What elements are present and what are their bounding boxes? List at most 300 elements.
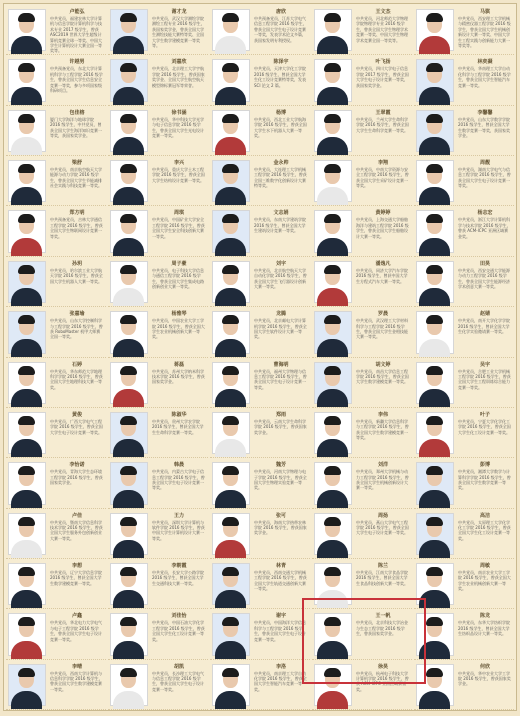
profile-name: 刘嘉欣 <box>171 59 187 66</box>
portrait-photo <box>110 311 148 353</box>
profile-card <box>414 661 514 710</box>
profile-card <box>6 510 106 559</box>
profile-info <box>355 510 412 558</box>
profile-bio: 中共党员，暨南大学信息科学技术学院 2016 级学生，曾获全国大学生服务外包创新创业大赛一等奖。 <box>50 519 103 541</box>
portrait-photo <box>8 160 46 202</box>
profile-grid <box>6 6 514 710</box>
profile-bio: 厦门大学海洋与地球学院 2016 级学生，中共党员，曾获全国大学生海洋知识竞赛一等奖，获国家奖学金。 <box>50 116 102 138</box>
profile-card <box>6 207 106 256</box>
portrait-photo <box>314 311 352 353</box>
profile-card <box>6 610 106 659</box>
profile-name: 魏芳 <box>275 462 286 469</box>
profile-info <box>457 308 514 356</box>
profile-name: 卢鑫 <box>71 613 82 620</box>
portrait-photo <box>110 59 148 101</box>
profile-info <box>253 510 310 558</box>
portrait-photo <box>8 362 46 404</box>
profile-bio: 中共党员，同济大学汽车学院 2016 级学生，曾获中国大学生方程式汽车大赛一等奖。 <box>356 267 408 284</box>
profile-name: 许越男 <box>69 59 85 66</box>
profile-info <box>457 157 514 205</box>
profile-card <box>210 157 310 206</box>
portrait-photo <box>314 462 352 504</box>
portrait-photo <box>416 311 454 353</box>
profile-info <box>253 157 310 205</box>
profile-info <box>151 6 208 54</box>
profile-bio: 中共党员，太原理工大学化学化工学院 2016 级学生，曾获全国大学生化工设计竞赛一等奖。 <box>458 519 511 541</box>
profile-info <box>151 157 208 205</box>
profile-name: 谢才龙 <box>171 9 187 15</box>
portrait-photo <box>110 613 148 655</box>
profile-bio: 中共党员，上海交通大学船舶海洋与建筑工程学院 2016 级学生，曾获全国大学生船舶设计大赛一等奖。 <box>356 217 409 239</box>
profile-bio: 中共党员，浙江大学计算机科学与技术学院 2016 级学生，曾获 ACM-ICPC 亚洲区域赛金奖。 <box>458 217 511 239</box>
profile-card <box>210 459 310 508</box>
portrait-photo <box>110 9 148 51</box>
profile-info <box>355 56 412 104</box>
profile-name: 周子豪 <box>171 260 187 267</box>
portrait-photo <box>110 110 148 152</box>
profile-bio: 中共党员，北京邮电大学计算机学院 2016 级学生，曾获全国大学生软件设计大赛一等奖。 <box>254 318 307 340</box>
profile-card <box>108 359 208 408</box>
profile-name: 卢能弘 <box>69 9 85 15</box>
profile-card <box>210 409 310 458</box>
portrait-photo <box>416 59 454 101</box>
profile-info <box>355 359 412 407</box>
profile-bio: 中共党员，西南交通大学机械工程学院 2016 级学生，曾获全国大学生轨道交通创新大赛一等奖。 <box>254 569 307 592</box>
profile-name: 刘洋 <box>377 462 388 469</box>
profile-card <box>6 560 106 609</box>
portrait-photo <box>314 261 352 303</box>
portrait-photo <box>416 362 454 404</box>
profile-info <box>457 207 514 255</box>
profile-bio: 中共党员，贵州大学农学院 2016 级学生，曾获全国大学生生命科学竞赛一等奖。 <box>152 418 204 435</box>
profile-info <box>49 459 106 507</box>
profile-info <box>49 207 106 255</box>
profile-card <box>108 409 208 458</box>
profile-bio: 中共党员，东华大学纺织学院 2016 级学生，曾获全国大学生纺织品设计大赛一等奖。 <box>458 620 510 637</box>
profile-info <box>457 459 514 507</box>
profile-name: 杨志宏 <box>477 210 493 217</box>
profile-info <box>151 560 208 608</box>
profile-bio: 中共党员，南京航空航天大学能源与动力学院 2016 级学生，曾获全国大学生节能减排社会实践与科技竞赛一等奖。 <box>50 167 102 189</box>
profile-card <box>414 6 514 55</box>
profile-name: 曹海明 <box>273 361 289 368</box>
profile-bio: 中共党员，哈尔滨工业大学航天学院 2016 级学生，曾获全国大学生机器人大赛一等奖。 <box>50 267 103 284</box>
profile-name: 周敏 <box>479 562 490 569</box>
profile-bio: 中共党员，广西大学电气工程学院 2016 级学生，曾获全国大学生电子设计竞赛一等奖。 <box>50 418 103 435</box>
profile-card <box>414 308 514 357</box>
profile-card <box>414 409 514 458</box>
portrait-photo <box>416 412 454 454</box>
profile-name: 李伟 <box>377 411 388 418</box>
portrait-photo <box>314 412 352 454</box>
profile-name: 周琪 <box>173 210 184 217</box>
profile-name: 胡凯 <box>173 663 184 670</box>
profile-bio: 中共党员，西南大学计算机与信息科学学院 2016 级学生，曾获全国大学生数学建模竞赛一等奖。 <box>50 670 103 692</box>
profile-name: 彭博 <box>479 462 490 469</box>
portrait-photo <box>8 59 46 101</box>
profile-name: 谢宇 <box>275 613 286 620</box>
profile-bio: 中共党员，华南理工大学自动化科学与工程学院 2016 级学生，曾获全国大学生智能汽车竞赛一等奖。 <box>458 66 511 88</box>
profile-card <box>414 510 514 559</box>
profile-bio: 中共党员，武汉大学测绘学院测绘工程专业 2016 级学生，获国家奖学金，曾获全国大学生测绘技能大赛特等奖、全国大学生数学建模竞赛一等奖等。 <box>152 16 205 49</box>
profile-bio: 中共党员，山东大学控制科学与工程学院 2016 级学生，曾获 RoboMaster 机甲大师赛全国一等奖。 <box>50 318 103 340</box>
profile-bio: 中共预备党员，吉林大学通信工程学院 2016 级学生，曾获全国大学生物联网设计竞赛一等奖。 <box>50 217 103 239</box>
profile-card <box>312 510 412 559</box>
profile-card <box>108 157 208 206</box>
profile-card <box>414 258 514 307</box>
portrait-photo <box>416 160 454 202</box>
portrait-photo <box>212 160 250 202</box>
profile-card <box>108 661 208 710</box>
profile-card <box>210 359 310 408</box>
profile-name: 唐欣 <box>275 9 286 15</box>
portrait-photo <box>8 261 46 303</box>
portrait-photo <box>8 210 46 252</box>
portrait-photo <box>416 462 454 504</box>
profile-info <box>49 610 106 658</box>
profile-info <box>151 610 208 658</box>
profile-name: 叶子 <box>479 411 490 418</box>
profile-name: 李洛 <box>275 663 286 670</box>
profile-bio: 中共党员，河北师范大学物理学院物理学专业 2016 级学生，曾获全国大学生物理学术竞赛一等奖、中国大学生物理学术竞赛全国一等奖等。 <box>356 16 408 43</box>
profile-card <box>414 207 514 256</box>
profile-card <box>210 661 310 710</box>
profile-bio: 中共党员，江南大学食品学院 2016 级学生，曾获全国大学生食品科技创新大赛一等奖。 <box>356 569 408 586</box>
portrait-photo <box>212 110 250 152</box>
profile-info <box>253 6 310 54</box>
profile-name: 田昊 <box>479 260 490 267</box>
profile-info <box>49 510 106 558</box>
profile-bio: 中共党员，东南大学建筑学院 2016 级学生，曾获全国大学生建筑设计竞赛一等奖。 <box>254 217 306 234</box>
portrait-photo <box>314 513 352 555</box>
portrait-photo <box>416 9 454 51</box>
profile-name: 胡文婷 <box>375 361 391 368</box>
portrait-photo <box>110 563 148 605</box>
profile-card <box>312 56 412 105</box>
profile-card <box>6 107 106 156</box>
profile-name: 潘逸凡 <box>375 260 391 267</box>
profile-info <box>355 308 412 356</box>
profile-name: 梁舒 <box>71 160 82 167</box>
profile-bio: 中共党员，福建农林大学计算机与信息学院计算机科学与技术专业 2017 级学生，曾获 ASC2019 世界大学生超级计算机竞赛全球一等奖、中国大学生计算机设计大赛全国一等奖等。 <box>50 16 102 54</box>
profile-bio: 中共预备党员，东北大学计算机科学与工程学院 2016 级学生，曾获全国大学生信息安全竞赛一等奖，参与多项国家级科研项目。 <box>50 66 103 93</box>
portrait-photo <box>314 210 352 252</box>
portrait-photo <box>314 362 352 404</box>
portrait-photo <box>8 9 46 51</box>
profile-card <box>108 258 208 307</box>
profile-card <box>210 560 310 609</box>
profile-name: 杨雅琴 <box>171 311 187 318</box>
profile-info <box>253 207 310 255</box>
portrait-photo <box>110 412 148 454</box>
profile-card <box>6 56 106 105</box>
profile-card <box>108 610 208 659</box>
profile-card <box>414 157 514 206</box>
profile-info <box>49 359 106 407</box>
profile-name: 韩晨 <box>173 462 184 469</box>
profile-info <box>49 157 106 205</box>
portrait-photo <box>110 664 148 706</box>
portrait-photo <box>212 9 250 51</box>
portrait-photo <box>416 110 454 152</box>
profile-bio: 中共党员，北京科技大学冶金与生态工程学院 2016 级学生，曾获国家奖学金。 <box>356 620 408 637</box>
profile-bio: 中共党员，合肥工业大学机械工程学院 2016 级学生，曾获全国大学生工程训练综合能力竞赛一等奖。 <box>458 368 511 390</box>
profile-info <box>355 459 412 507</box>
profile-name: 李朝霞 <box>171 562 187 569</box>
profile-info <box>457 560 514 608</box>
profile-name: 金永帅 <box>273 160 289 167</box>
profile-name: 张可 <box>275 512 286 519</box>
profile-info <box>253 359 310 407</box>
portrait-photo <box>110 362 148 404</box>
profile-card <box>210 207 310 256</box>
profile-name: 周扬 <box>377 512 388 519</box>
profile-info <box>355 258 412 306</box>
profile-name: 郑雨 <box>275 411 286 418</box>
profile-card <box>414 56 514 105</box>
profile-name: 孙玥 <box>71 260 82 267</box>
profile-name: 黄婷婷 <box>375 210 391 217</box>
profile-card <box>312 359 412 408</box>
profile-bio: 中共党员，青海大学生态环境工程学院 2016 级学生，曾获国家奖学金。 <box>50 469 103 486</box>
profile-card <box>312 459 412 508</box>
profile-info <box>151 308 208 356</box>
portrait-photo <box>416 210 454 252</box>
profile-bio: 中共党员，河南大学物理与电子学院 2016 级学生，曾获全国大学生物理实验竞赛一等奖。 <box>254 469 307 491</box>
profile-bio: 中共党员，兰州大学生命科学学院 2016 级学生，曾获全国大学生生命科学竞赛一等奖。 <box>356 116 409 133</box>
portrait-photo <box>8 513 46 555</box>
profile-name: 王翠霞 <box>375 109 391 116</box>
portrait-photo <box>8 563 46 605</box>
profile-bio: 中共党员，华北电力大学电气与电子工程学院 2016 级学生，曾获全国大学生电子设计竞赛一等奖。 <box>50 620 102 642</box>
profile-card <box>6 459 106 508</box>
profile-name: 马骐 <box>479 9 490 15</box>
profile-name: 陈兰 <box>377 562 388 569</box>
profile-info <box>457 56 514 104</box>
profile-card <box>108 107 208 156</box>
profile-name: 李兴 <box>173 160 184 167</box>
profile-name: 李想 <box>71 562 82 569</box>
profile-bio: 中共党员，苏州大学纳米科学技术学院 2016 级学生，曾获国家奖学金。 <box>152 368 205 385</box>
portrait-photo <box>212 362 250 404</box>
portrait-photo <box>110 462 148 504</box>
profile-card <box>210 6 310 55</box>
profile-bio: 中共党员，山东大学数学学院 2016 级学生，曾获全国大学生数学竞赛一等奖，获国家奖学金。 <box>458 116 510 138</box>
profile-name: 刘佳怡 <box>171 613 187 620</box>
profile-info <box>151 258 208 306</box>
profile-card <box>108 207 208 256</box>
profile-info <box>253 308 310 356</box>
profile-info <box>49 560 106 608</box>
portrait-photo <box>212 59 250 101</box>
profile-card <box>210 258 310 307</box>
profile-name: 吴宇 <box>479 361 490 368</box>
profile-bio: 中共党员，中南大学资源与安全工程学院 2016 级学生，曾获全国大学生采矿设计竞赛一等奖。 <box>356 167 409 189</box>
profile-info <box>457 409 514 457</box>
profile-info <box>457 107 514 155</box>
portrait-photo <box>314 160 352 202</box>
profile-name: 叶飞扬 <box>375 59 391 66</box>
profile-card <box>108 510 208 559</box>
profile-name: 卢佳 <box>71 512 82 519</box>
profile-name: 王一帆 <box>375 613 391 620</box>
profile-bio: 中共党员，华中科技大学光学与电子信息学院 2016 级学生，曾获全国大学生光电设计竞赛一等奖。 <box>152 116 204 138</box>
profile-name: 李翔 <box>377 160 388 167</box>
portrait-photo <box>212 462 250 504</box>
profile-info <box>355 157 412 205</box>
profile-name: 龙腾 <box>275 311 286 318</box>
portrait-photo <box>212 664 250 706</box>
profile-bio: 中共党员，华东师范大学地理科学学院 2016 级学生，曾获全国大学生地理科技大赛一等奖。 <box>50 368 103 390</box>
profile-bio: 中共党员，南开大学化学学院 2016 级学生，曾获全国大学生化学实验邀请赛一等奖。 <box>458 318 510 334</box>
profile-card <box>312 157 412 206</box>
portrait-photo <box>212 563 250 605</box>
profile-bio: 中共党员，宁夏大学化学化工学院 2016 级学生，曾获全国大学生化工设计竞赛一等奖。 <box>458 418 511 435</box>
profile-bio: 中共党员，湘潭大学数学与计算科学学院 2016 级学生，曾获全国大学生数学竞赛一等奖。 <box>458 469 511 491</box>
profile-info <box>49 661 106 709</box>
profile-card <box>6 308 106 357</box>
profile-name: 李馨馨 <box>477 109 493 116</box>
profile-info <box>151 510 208 558</box>
profile-card <box>108 56 208 105</box>
profile-card <box>312 258 412 307</box>
profile-bio: 中共党员，内蒙古大学电子信息工程学院 2016 级学生，曾获全国大学生电子设计竞赛一等奖。 <box>152 469 205 491</box>
profile-card <box>6 258 106 307</box>
profile-info <box>457 359 514 407</box>
profile-bio: 中共党员，燕山大学电气工程学院 2016 级学生，曾获全国大学生电子设计竞赛一等奖。 <box>356 519 409 536</box>
profile-info <box>49 308 106 356</box>
portrait-photo <box>314 59 352 101</box>
portrait-photo <box>110 261 148 303</box>
profile-bio: 中共党员，辽宁大学信息学院 2016 级学生，曾获全国大学生数学建模竞赛一等奖。 <box>50 569 102 586</box>
profile-card <box>108 560 208 609</box>
profile-bio: 中共党员，南京农业大学工学院 2016 级学生，曾获全国大学生农业机械创新大赛一等奖。 <box>458 569 511 592</box>
profile-bio: 中共党员，北京航空航天大学自动化学院 2016 级学生，曾获全国大学生飞行器设计创新大赛一等奖。 <box>254 267 307 289</box>
portrait-photo <box>212 261 250 303</box>
profile-info <box>253 107 310 155</box>
portrait-photo <box>314 9 352 51</box>
portrait-photo <box>416 513 454 555</box>
profile-card <box>108 6 208 55</box>
profile-bio: 中共党员，华中农业大学工学院 2016 级学生，曾获国家奖学金。 <box>458 670 511 687</box>
profile-info <box>355 107 412 155</box>
profile-card <box>210 510 310 559</box>
portrait-photo <box>8 613 46 655</box>
profile-name: 林青 <box>275 562 286 569</box>
profile-name: 陈淑华 <box>171 411 187 418</box>
profile-bio: 中共党员，南昌大学信息工程学院 2016 级学生，曾获全国大学生数学建模竞赛一等奖。 <box>356 368 409 385</box>
profile-name: 徐昊 <box>377 663 388 670</box>
profile-bio: 中共党员，西北工业大学航海学院 2016 级学生，曾获全国大学生水下机器人大赛一等奖。 <box>254 116 307 138</box>
portrait-photo <box>212 412 250 454</box>
profile-card <box>6 359 106 408</box>
profile-name: 郑方明 <box>69 210 85 217</box>
portrait-photo <box>8 311 46 353</box>
portrait-photo <box>416 261 454 303</box>
profile-card <box>210 56 310 105</box>
profile-name: 周靓 <box>479 160 490 167</box>
profile-bio: 中共党员，中国农业大学工学院 2016 级学生，曾获全国大学生农业机械创新大赛一等奖。 <box>152 318 205 340</box>
profile-info <box>355 6 412 54</box>
profile-info <box>457 6 514 54</box>
profile-name: 王文杰 <box>375 9 391 15</box>
profile-info <box>49 6 106 54</box>
profile-bio: 中共党员，四川大学电子信息学院 2017 级学生，曾获全国大学生电子设计竞赛一等奖，获国家奖学金。 <box>356 66 409 88</box>
profile-card <box>414 560 514 609</box>
profile-name: 王力 <box>173 512 184 519</box>
profile-card <box>312 207 412 256</box>
profile-bio: 中共党员，中国石油大学化学工程学院 2016 级学生，曾获全国大学生化工设计竞赛一等奖。 <box>152 620 205 642</box>
profile-bio: 中共党员，福州大学物理与信息工程学院 2016 级学生，曾获全国大学生电子设计竞赛一等奖。 <box>254 368 307 390</box>
highlight-box <box>302 598 426 684</box>
profile-name: 李怡诺 <box>69 462 85 469</box>
profile-bio: 中共党员，长沙理工大学电气与信息工程学院 2016 级学生，曾获全国大学生电子设计竞赛一等奖。 <box>152 670 204 692</box>
profile-info <box>457 258 514 306</box>
profile-card <box>6 157 106 206</box>
profile-info <box>151 207 208 255</box>
profile-bio: 中共党员，深圳大学计算机与软件学院 2016 级学生，曾获中国大学生计算机设计大赛一等奖。 <box>152 519 205 541</box>
profile-bio: 中共党员，北京理工大学宇航学院 2016 级学生，曾获国家奖学金、全国大学生航空航天模型锦标赛冠军等荣誉。 <box>152 66 205 88</box>
profile-name: 陈泽宇 <box>273 59 289 66</box>
profile-bio: 中共党员，南京理工大学自动化学院 2016 级学生，曾获全国大学生智能汽车竞赛一等奖。 <box>254 670 307 692</box>
portrait-photo <box>8 110 46 152</box>
profile-card <box>312 6 412 55</box>
profile-bio: 中共党员，重庆大学土木工程学院 2016 级学生，曾获全国大学生结构设计竞赛一等奖。 <box>152 167 205 183</box>
profile-info <box>253 409 310 457</box>
profile-bio: 中共党员，湖南大学电气与信息工程学院 2016 级学生，曾获全国大学生电子设计竞赛一等奖。 <box>458 167 511 189</box>
profile-name: 张嘉瑜 <box>69 311 85 318</box>
profile-card <box>414 459 514 508</box>
profile-card <box>414 107 514 156</box>
profile-bio: 中共预备党员，江苏大学电气信息工程学院 2016 级学生，曾获全国大学生电子设计竞赛一等奖，发表学术论文多篇，获国家发明专利授权。 <box>254 16 307 43</box>
profile-info <box>253 56 310 104</box>
profile-name: 赵婧 <box>479 311 490 318</box>
profile-info <box>253 459 310 507</box>
profile-info <box>151 359 208 407</box>
profile-bio: 中共党员，天津大学化工学院 2016 级学生，曾获全国大学生化工设计竞赛特等奖，发表 SCI 论文 2 篇。 <box>254 66 306 88</box>
portrait-photo <box>212 513 250 555</box>
portrait-photo <box>110 513 148 555</box>
profile-bio: 中共党员，杭州电子科技大学计算机学院 2016 级学生，曾获 ACM-ICPC 亚洲区域赛银奖。 <box>356 670 409 692</box>
profile-card <box>210 610 310 659</box>
profile-name: 何欣 <box>479 663 490 670</box>
profile-bio: 中共党员，中国矿业大学安全工程学院 2016 级学生，曾获全国大学生安全科技创新大赛一等奖。 <box>152 217 205 239</box>
profile-info <box>355 409 412 457</box>
profile-info <box>151 661 208 709</box>
profile-name: 李晴 <box>71 663 82 670</box>
portrait-photo <box>212 210 250 252</box>
profile-card <box>414 359 514 408</box>
profile-card <box>6 661 106 710</box>
portrait-photo <box>212 311 250 353</box>
portrait-photo <box>110 210 148 252</box>
profile-bio: 中共党员，郑州大学机械与动力工程学院 2016 级学生，曾获全国大学生机械创新设计大赛一等奖。 <box>356 469 409 491</box>
profile-name: 高洁 <box>479 512 490 519</box>
profile-bio: 中共党员，电子科技大学信息与通信工程学院 2016 级学生，曾获全国大学生集成电路创新创业大赛一等奖。 <box>152 267 204 289</box>
profile-card <box>108 308 208 357</box>
portrait-photo <box>8 664 46 706</box>
profile-info <box>457 510 514 558</box>
profile-info <box>253 258 310 306</box>
profile-card <box>6 409 106 458</box>
profile-bio: 中共党员，大连理工大学机械工程学院 2016 级学生，曾获全国三维数字化创新设计大赛特等奖。 <box>254 167 307 189</box>
profile-name: 石婷 <box>71 361 82 368</box>
profile-info <box>49 409 106 457</box>
profile-name: 陈龙 <box>479 613 490 620</box>
profile-info <box>151 409 208 457</box>
profile-name: 黄俊 <box>71 411 82 418</box>
profile-bio: 中共党员，武汉理工大学材料科学与工程学院 2016 级学生，曾获全国大学生金相技能大赛一等奖。 <box>356 318 408 340</box>
